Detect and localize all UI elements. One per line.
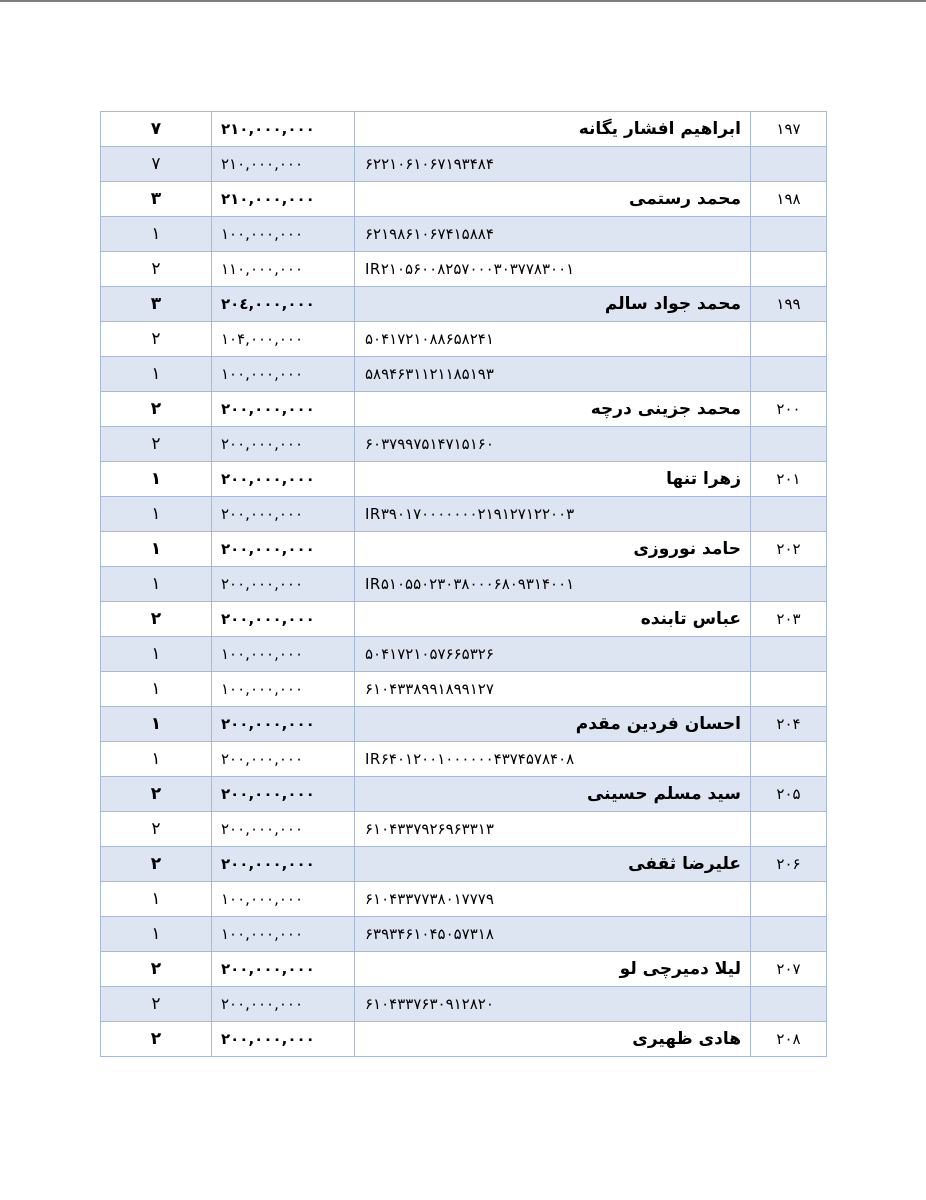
amount-cell: ۲۰۰,۰۰۰,۰۰۰ bbox=[212, 987, 355, 1022]
index-cell bbox=[751, 147, 827, 182]
count-cell: ۱ bbox=[101, 532, 212, 567]
amount-cell: ۲۱۰,۰۰۰,۰۰۰ bbox=[212, 182, 355, 217]
amount-cell: ۲۰۰,۰۰۰,۰۰۰ bbox=[212, 462, 355, 497]
count-cell: ۱ bbox=[101, 882, 212, 917]
amount-cell: ۲۰۰,۰۰۰,۰۰۰ bbox=[212, 847, 355, 882]
table-row bbox=[101, 497, 827, 532]
index-cell: ۲۰۷ bbox=[751, 952, 827, 987]
index-cell: ۲۰۳ bbox=[751, 602, 827, 637]
index-cell: ۲۰۸ bbox=[751, 1022, 827, 1057]
count-cell: ۱ bbox=[101, 357, 212, 392]
amount-cell: ۲۰٤,۰۰۰,۰۰۰ bbox=[212, 287, 355, 322]
index-cell bbox=[751, 742, 827, 777]
table-row bbox=[101, 1022, 827, 1057]
amount-cell: ۲۰۰,۰۰۰,۰۰۰ bbox=[212, 707, 355, 742]
count-cell: ۲ bbox=[101, 602, 212, 637]
table-row bbox=[101, 812, 827, 847]
amount-cell: ۲۰۰,۰۰۰,۰۰۰ bbox=[212, 567, 355, 602]
count-cell: ۲ bbox=[101, 252, 212, 287]
count-cell: ۲ bbox=[101, 952, 212, 987]
account-number-cell: ۵۸۹۴۶۳۱۱۲۱۱۸۵۱۹۳ bbox=[355, 357, 751, 392]
count-cell: ۲ bbox=[101, 392, 212, 427]
account-number-cell: IR۳۹۰۱۷۰۰۰۰۰۰۰۲۱۹۱۲۷۱۲۲۰۰۳ bbox=[355, 497, 751, 532]
table-row bbox=[101, 742, 827, 777]
table-row bbox=[101, 357, 827, 392]
table-row bbox=[101, 147, 827, 182]
payments-table bbox=[100, 111, 827, 1057]
account-number-cell: ۶۲۲۱۰۶۱۰۶۷۱۹۳۴۸۴ bbox=[355, 147, 751, 182]
top-border-line bbox=[0, 0, 926, 2]
table-row bbox=[101, 182, 827, 217]
index-cell: ۲۰۲ bbox=[751, 532, 827, 567]
name-cell: محمد رستمی bbox=[355, 182, 751, 217]
count-cell: ۳ bbox=[101, 287, 212, 322]
table-row bbox=[101, 882, 827, 917]
count-cell: ۱ bbox=[101, 462, 212, 497]
table-row bbox=[101, 217, 827, 252]
index-cell: ۱۹۸ bbox=[751, 182, 827, 217]
count-cell: ۱ bbox=[101, 567, 212, 602]
index-cell bbox=[751, 812, 827, 847]
count-cell: ۱ bbox=[101, 917, 212, 952]
name-cell: احسان فردین مقدم bbox=[355, 707, 751, 742]
payments-table-body bbox=[101, 112, 827, 1057]
table-row bbox=[101, 672, 827, 707]
name-cell: هادی ظهیری bbox=[355, 1022, 751, 1057]
name-cell: ابراهیم افشار یگانه bbox=[355, 112, 751, 147]
count-cell: ۳ bbox=[101, 182, 212, 217]
account-number-cell: ۶۰۳۷۹۹۷۵۱۴۷۱۵۱۶۰ bbox=[355, 427, 751, 462]
count-cell: ۲ bbox=[101, 777, 212, 812]
amount-cell: ۲۰۰,۰۰۰,۰۰۰ bbox=[212, 602, 355, 637]
table-row bbox=[101, 567, 827, 602]
table-row bbox=[101, 777, 827, 812]
amount-cell: ۲۱۰,۰۰۰,۰۰۰ bbox=[212, 147, 355, 182]
table-row bbox=[101, 707, 827, 742]
index-cell: ۲۰۵ bbox=[751, 777, 827, 812]
count-cell: ۷ bbox=[101, 112, 212, 147]
count-cell: ۲ bbox=[101, 987, 212, 1022]
amount-cell: ۱۰۰,۰۰۰,۰۰۰ bbox=[212, 637, 355, 672]
count-cell: ۱ bbox=[101, 217, 212, 252]
count-cell: ۲ bbox=[101, 1022, 212, 1057]
index-cell bbox=[751, 357, 827, 392]
account-number-cell: ۶۲۱۹۸۶۱۰۶۷۴۱۵۸۸۴ bbox=[355, 217, 751, 252]
name-cell: حامد نوروزی bbox=[355, 532, 751, 567]
amount-cell: ۲۰۰,۰۰۰,۰۰۰ bbox=[212, 777, 355, 812]
table-row bbox=[101, 602, 827, 637]
table-row bbox=[101, 952, 827, 987]
index-cell bbox=[751, 322, 827, 357]
table-row bbox=[101, 112, 827, 147]
account-number-cell: ۶۱۰۴۳۳۷۶۳۰۹۱۲۸۲۰ bbox=[355, 987, 751, 1022]
amount-cell: ۱۰۰,۰۰۰,۰۰۰ bbox=[212, 217, 355, 252]
name-cell: محمد جواد سالم bbox=[355, 287, 751, 322]
amount-cell: ۱۰۰,۰۰۰,۰۰۰ bbox=[212, 917, 355, 952]
index-cell bbox=[751, 497, 827, 532]
account-number-cell: ۵۰۴۱۷۲۱۰۵۷۶۶۵۳۲۶ bbox=[355, 637, 751, 672]
account-number-cell: ۵۰۴۱۷۲۱۰۸۸۶۵۸۲۴۱ bbox=[355, 322, 751, 357]
index-cell bbox=[751, 217, 827, 252]
table-row bbox=[101, 847, 827, 882]
name-cell: محمد جزینی درچه bbox=[355, 392, 751, 427]
amount-cell: ۲۰۰,۰۰۰,۰۰۰ bbox=[212, 532, 355, 567]
table-row bbox=[101, 322, 827, 357]
name-cell: عباس تابنده bbox=[355, 602, 751, 637]
index-cell bbox=[751, 252, 827, 287]
count-cell: ۷ bbox=[101, 147, 212, 182]
account-number-cell: IR۲۱۰۵۶۰۰۸۲۵۷۰۰۰۳۰۳۷۷۸۳۰۰۱ bbox=[355, 252, 751, 287]
name-cell: علیرضا ثقفی bbox=[355, 847, 751, 882]
count-cell: ۲ bbox=[101, 812, 212, 847]
table-row bbox=[101, 427, 827, 462]
account-number-cell: IR۵۱۰۵۵۰۲۳۰۳۸۰۰۰۶۸۰۹۳۱۴۰۰۱ bbox=[355, 567, 751, 602]
index-cell: ۲۰۶ bbox=[751, 847, 827, 882]
amount-cell: ۲۰۰,۰۰۰,۰۰۰ bbox=[212, 392, 355, 427]
amount-cell: ۲۰۰,۰۰۰,۰۰۰ bbox=[212, 812, 355, 847]
amount-cell: ۱۰۰,۰۰۰,۰۰۰ bbox=[212, 357, 355, 392]
amount-cell: ۲۰۰,۰۰۰,۰۰۰ bbox=[212, 1022, 355, 1057]
amount-cell: ۲۰۰,۰۰۰,۰۰۰ bbox=[212, 427, 355, 462]
name-cell: سید مسلم حسینی bbox=[355, 777, 751, 812]
index-cell: ۲۰۴ bbox=[751, 707, 827, 742]
amount-cell: ۱۰۴,۰۰۰,۰۰۰ bbox=[212, 322, 355, 357]
account-number-cell: ۶۱۰۴۳۳۸۹۹۱۸۹۹۱۲۷ bbox=[355, 672, 751, 707]
index-cell bbox=[751, 567, 827, 602]
index-cell: ۱۹۷ bbox=[751, 112, 827, 147]
index-cell: ۱۹۹ bbox=[751, 287, 827, 322]
name-cell: لیلا دمیرچی لو bbox=[355, 952, 751, 987]
account-number-cell: IR۶۴۰۱۲۰۰۱۰۰۰۰۰۰۴۳۷۴۵۷۸۴۰۸ bbox=[355, 742, 751, 777]
table-row bbox=[101, 287, 827, 322]
count-cell: ۲ bbox=[101, 427, 212, 462]
table-row bbox=[101, 252, 827, 287]
index-cell bbox=[751, 427, 827, 462]
account-number-cell: ۶۱۰۴۳۳۷۹۲۶۹۶۳۳۱۳ bbox=[355, 812, 751, 847]
amount-cell: ۱۱۰,۰۰۰,۰۰۰ bbox=[212, 252, 355, 287]
table-row bbox=[101, 987, 827, 1022]
index-cell bbox=[751, 987, 827, 1022]
index-cell: ۲۰۱ bbox=[751, 462, 827, 497]
amount-cell: ۱۰۰,۰۰۰,۰۰۰ bbox=[212, 672, 355, 707]
amount-cell: ۲۰۰,۰۰۰,۰۰۰ bbox=[212, 952, 355, 987]
table-row bbox=[101, 462, 827, 497]
amount-cell: ۲۱۰,۰۰۰,۰۰۰ bbox=[212, 112, 355, 147]
table-row bbox=[101, 637, 827, 672]
count-cell: ۱ bbox=[101, 672, 212, 707]
name-cell: زهرا تنها bbox=[355, 462, 751, 497]
index-cell bbox=[751, 672, 827, 707]
account-number-cell: ۶۱۰۴۳۳۷۷۳۸۰۱۷۷۷۹ bbox=[355, 882, 751, 917]
index-cell: ۲۰۰ bbox=[751, 392, 827, 427]
amount-cell: ۲۰۰,۰۰۰,۰۰۰ bbox=[212, 742, 355, 777]
count-cell: ۱ bbox=[101, 637, 212, 672]
amount-cell: ۱۰۰,۰۰۰,۰۰۰ bbox=[212, 882, 355, 917]
table-row bbox=[101, 917, 827, 952]
count-cell: ۲ bbox=[101, 847, 212, 882]
count-cell: ۲ bbox=[101, 322, 212, 357]
table-row bbox=[101, 532, 827, 567]
index-cell bbox=[751, 882, 827, 917]
table-row bbox=[101, 392, 827, 427]
amount-cell: ۲۰۰,۰۰۰,۰۰۰ bbox=[212, 497, 355, 532]
count-cell: ۱ bbox=[101, 707, 212, 742]
count-cell: ۱ bbox=[101, 742, 212, 777]
index-cell bbox=[751, 637, 827, 672]
count-cell: ۱ bbox=[101, 497, 212, 532]
account-number-cell: ۶۳۹۳۴۶۱۰۴۵۰۵۷۳۱۸ bbox=[355, 917, 751, 952]
index-cell bbox=[751, 917, 827, 952]
